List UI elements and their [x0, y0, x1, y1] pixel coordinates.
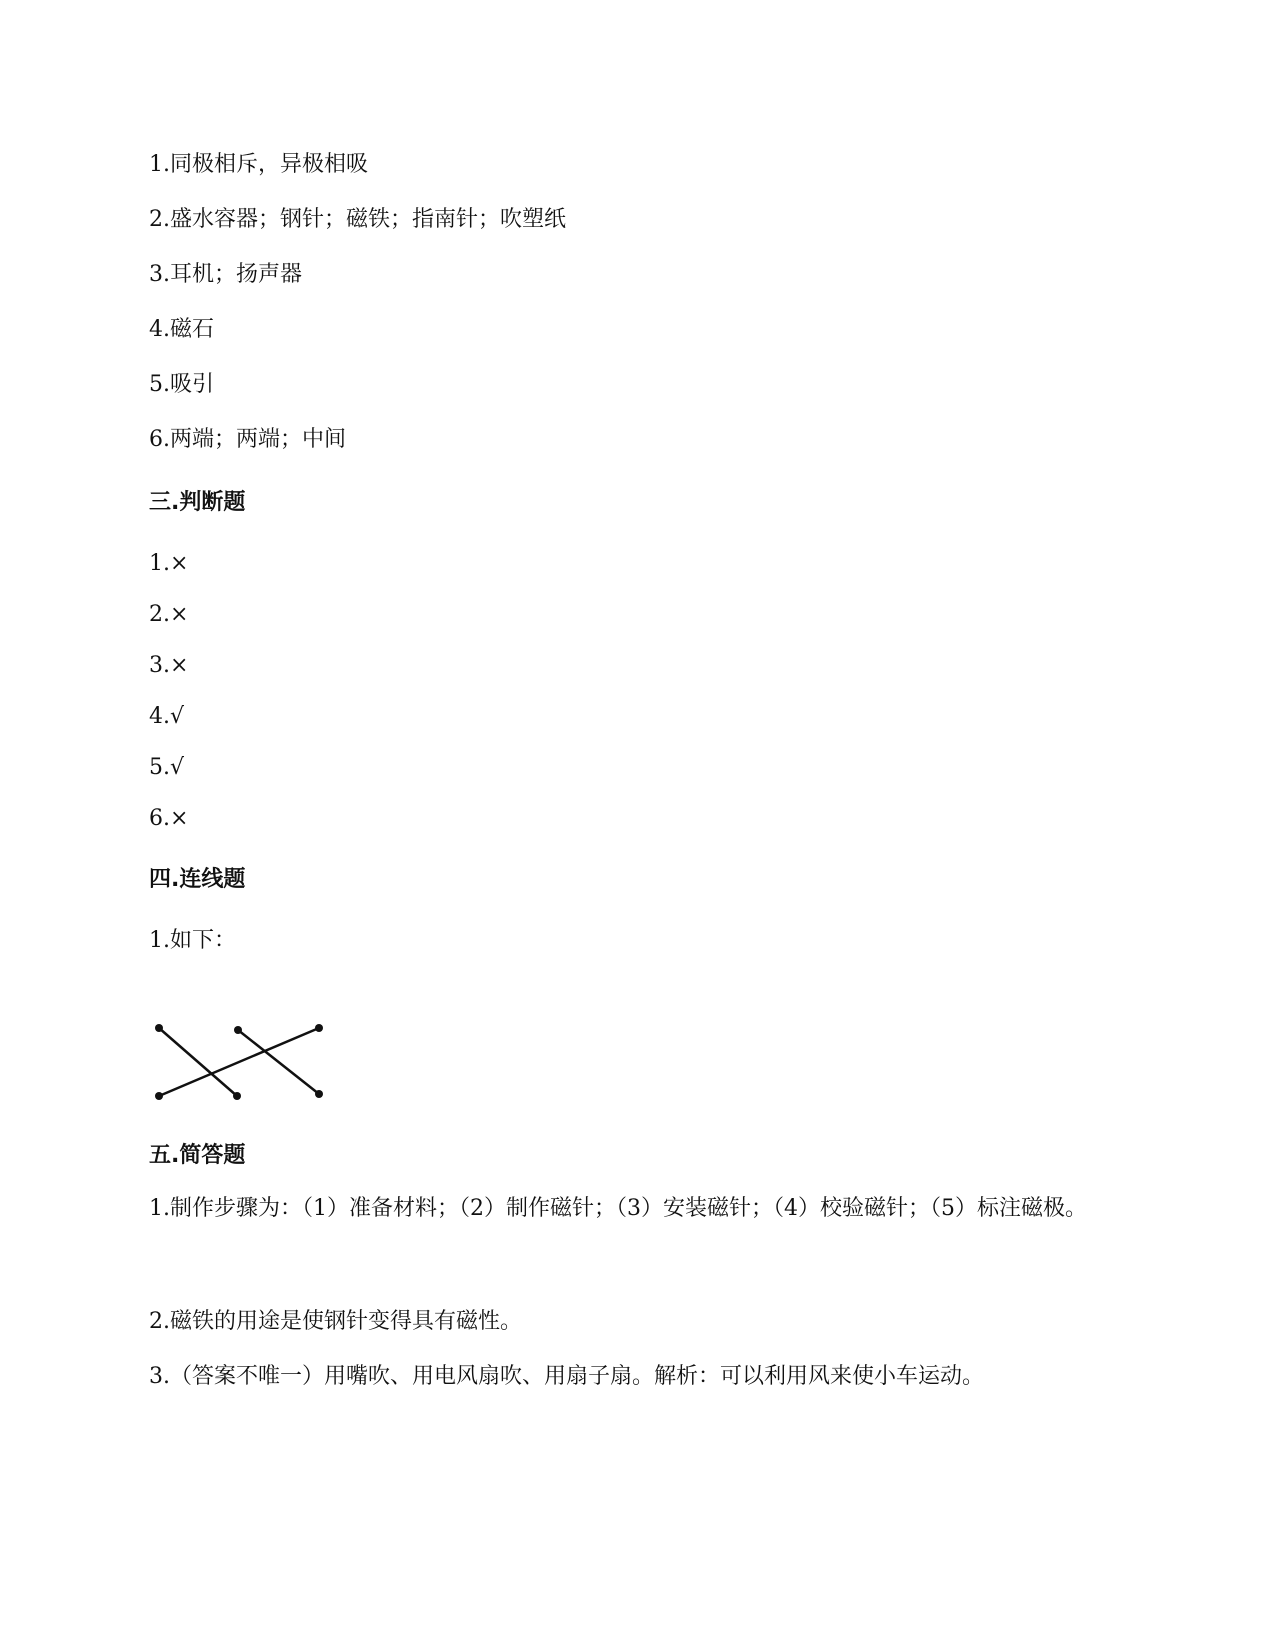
- matching-section-title: 四.连线题: [149, 867, 246, 892]
- judgment-answer-2: 2.×: [149, 602, 189, 627]
- match-dot-bottom-right: [315, 1090, 323, 1098]
- fill-blank-answer-5: 5.吸引: [149, 372, 214, 397]
- match-dot-top-middle: [234, 1026, 242, 1034]
- judgment-answer-6: 6.×: [149, 806, 189, 831]
- fill-blank-answer-3: 3.耳机；扬声器: [149, 262, 302, 287]
- match-dot-top-right: [315, 1024, 323, 1032]
- fill-blank-answer-1: 1.同极相斥，异极相吸: [149, 152, 368, 177]
- match-dot-bottom-left: [155, 1092, 163, 1100]
- judgment-section-title: 三.判断题: [149, 490, 246, 515]
- fill-blank-answer-2: 2.盛水容器；钢针；磁铁；指南针；吹塑纸: [149, 207, 566, 232]
- judgment-answer-1: 1.×: [149, 551, 189, 576]
- judgment-answer-3: 3.×: [149, 653, 189, 678]
- matching-lines-figure: [149, 1020, 349, 1120]
- short-answer-1: 1.制作步骤为：（1）准备材料；（2）制作磁针；（3）安装磁针；（4）校验磁针；（5）标注磁极。: [149, 1196, 1087, 1221]
- matching-answer-intro: 1.如下：: [149, 928, 236, 953]
- judgment-answer-4: 4.√: [149, 704, 185, 729]
- match-dot-bottom-middle: [233, 1092, 241, 1100]
- short-answer-3: 3.（答案不唯一）用嘴吹、用电风扇吹、用扇子扇。解析：可以利用风来使小车运动。: [149, 1364, 984, 1389]
- judgment-answer-5: 5.√: [149, 755, 185, 780]
- match-line-3: [159, 1028, 319, 1096]
- short-answer-2: 2.磁铁的用途是使钢针变得具有磁性。: [149, 1309, 522, 1334]
- match-line-1: [159, 1028, 237, 1096]
- fill-blank-answer-4: 4.磁石: [149, 317, 214, 342]
- match-dot-top-left: [155, 1024, 163, 1032]
- match-line-2: [238, 1030, 319, 1094]
- short-answer-section-title: 五.简答题: [149, 1143, 246, 1168]
- fill-blank-answer-6: 6.两端；两端；中间: [149, 427, 346, 452]
